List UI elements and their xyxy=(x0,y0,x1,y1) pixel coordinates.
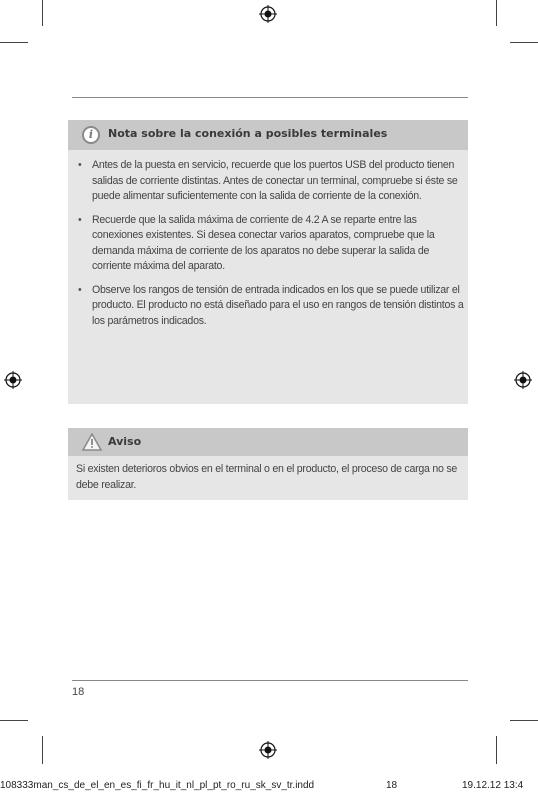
info-icon: i xyxy=(82,126,100,144)
registration-mark-right-icon xyxy=(514,371,532,389)
crop-mark-bottom-right-vertical xyxy=(496,736,497,764)
info-note-box xyxy=(68,120,468,404)
page-number: 18 xyxy=(72,686,85,698)
registration-mark-top-icon xyxy=(259,5,277,23)
registration-mark-bottom-icon xyxy=(259,741,277,759)
crop-mark-top-left-vertical xyxy=(42,0,43,26)
warning-text: Si existen deterioros obvios en el terminal o en el producto, el proceso de carga no se debe realizar. xyxy=(76,463,458,491)
registration-mark-left-icon xyxy=(4,371,22,389)
crop-mark-bottom-right-horizontal xyxy=(510,720,538,721)
footer-rule xyxy=(72,680,468,681)
list-item: • Observe los rangos de tensión de entrada indicados en los que se puede utilizar el producto. El producto no está diseñado para el uso en rangos de tensión distintos a los parámetros indicados. xyxy=(78,283,464,330)
info-note-list xyxy=(78,158,464,337)
header-rule xyxy=(72,97,468,98)
warning-triangle-icon xyxy=(82,433,102,451)
crop-mark-top-right-horizontal xyxy=(510,42,538,43)
crop-mark-top-left-horizontal xyxy=(0,42,28,43)
print-slug-datetime: 19.12.12 13:4 xyxy=(462,780,524,791)
print-slug-filename: 108333man_cs_de_el_en_es_fi_fr_hu_it_nl_pl_pt_ro_ru_sk_sv_tr.indd xyxy=(0,780,315,791)
crop-mark-bottom-left-horizontal xyxy=(0,720,28,721)
print-slug-page: 18 xyxy=(386,780,398,791)
warning-box xyxy=(68,428,468,500)
list-item: • Antes de la puesta en servicio, recuerde que los puertos USB del producto tienen salidas de corriente distintas. Antes de conectar un terminal, compruebe si éste se puede alimentar suficientemente con la salida de corriente de la conexión. xyxy=(78,158,464,205)
crop-mark-top-right-vertical xyxy=(496,0,497,26)
warning-header xyxy=(68,428,468,456)
list-item: • Recuerde que la salida máxima de corriente de 4.2 A se reparte entre las conexiones existentes. Si desea conectar varios aparatos, compruebe que la demanda máxima de corriente de los aparatos no debe superar la salida de corriente máxima del aparato. xyxy=(78,213,464,275)
crop-mark-bottom-left-vertical xyxy=(42,736,43,764)
warning-title: Aviso xyxy=(108,435,142,448)
info-note-title: Nota sobre la conexión a posibles terminales xyxy=(108,127,388,140)
info-note-header xyxy=(68,120,468,150)
